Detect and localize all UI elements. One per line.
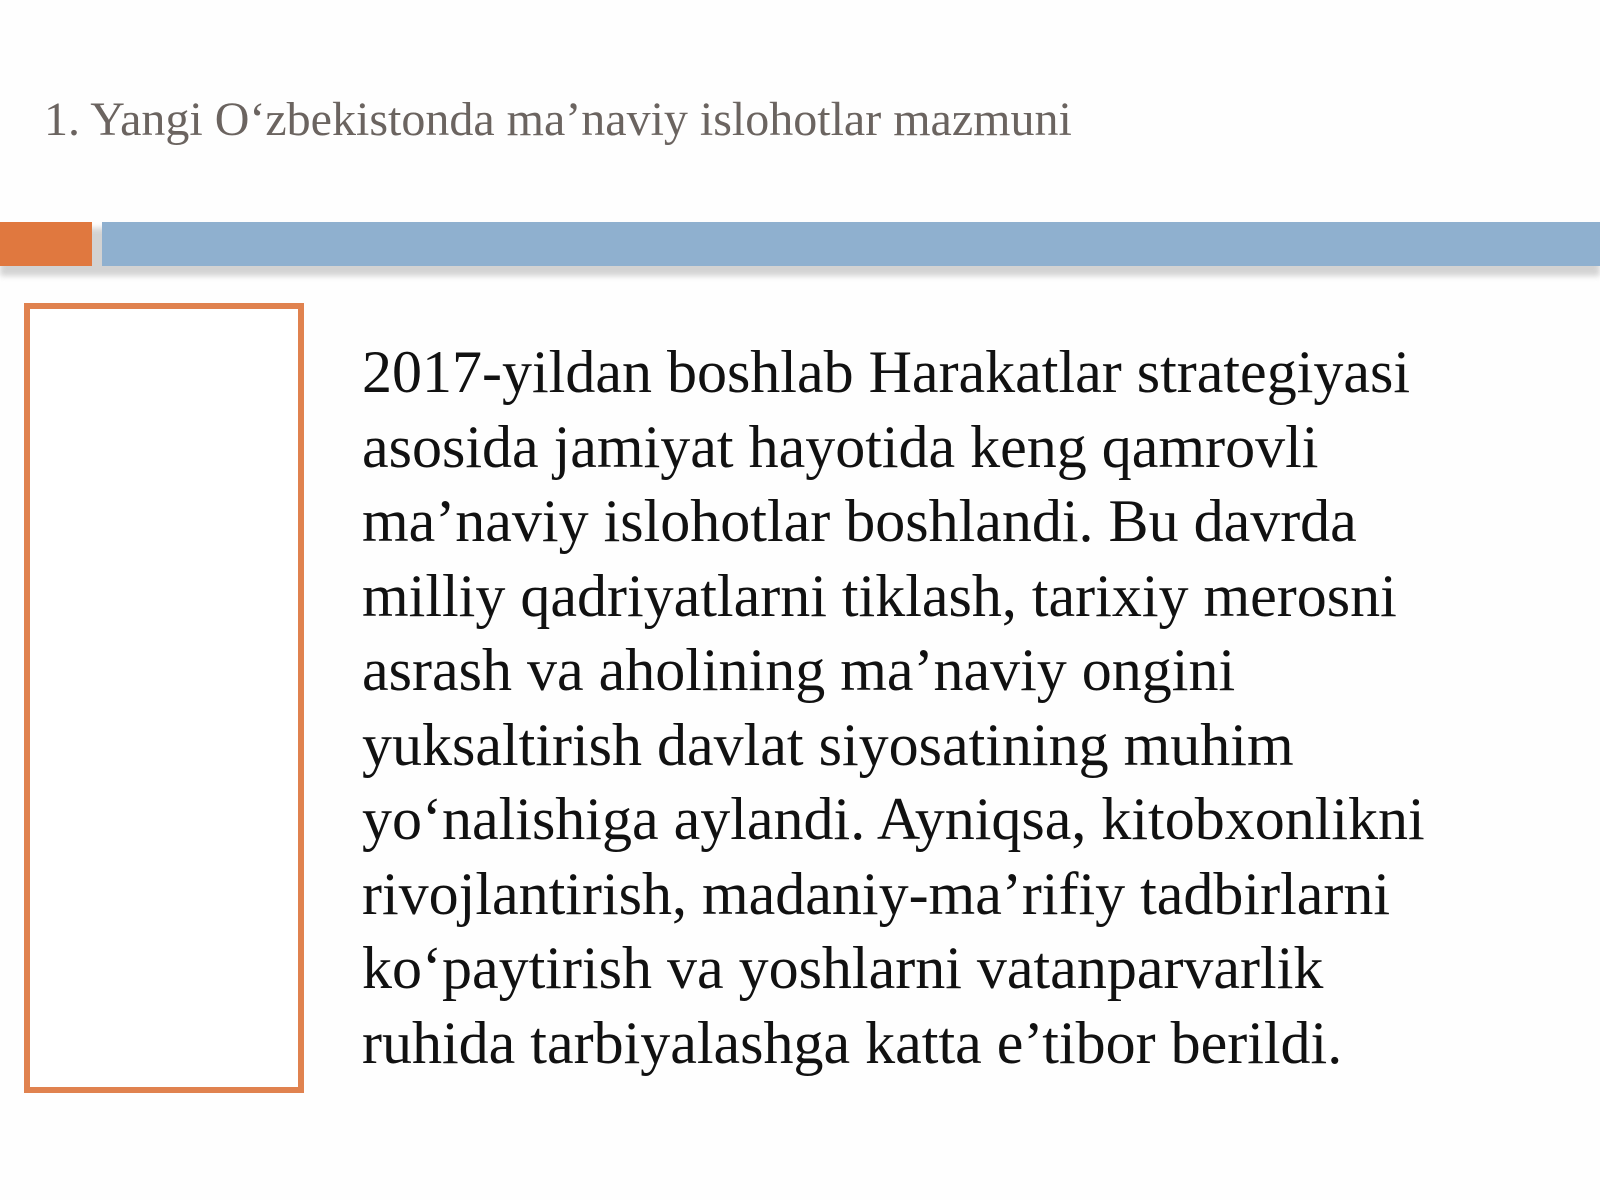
- body-line: ma’naviy islohotlar boshlandi. Bu davrda: [362, 488, 1357, 554]
- body-line: yuksaltirish davlat siyosatining muhim: [362, 711, 1294, 778]
- body-line: ruhida tarbiyalashga katta e’tibor berildi.: [362, 1009, 1343, 1076]
- body-line: yo‘nalishiga aylandi. Ayniqsa, kitobxonlikni: [362, 786, 1425, 852]
- body-line: 2017-yildan boshlab Harakatlar strategiyasi: [362, 339, 1411, 405]
- body-line: rivojlantirish, madaniy-ma’rifiy tadbirlarni: [362, 860, 1391, 927]
- body-line: ko‘paytirish va yoshlarni vatanparvarlik: [362, 935, 1324, 1001]
- slide-title: 1. Yangi O‘zbekistonda ma’naviy islohotlar mazmuni: [44, 93, 1072, 146]
- slide-body-text: [362, 335, 1562, 1080]
- body-line: milliy qadriyatlarni tiklash, tarixiy merosni: [362, 562, 1397, 629]
- body-line: asrash va aholining ma’naviy ongini: [362, 637, 1236, 703]
- header-accent-blue: [102, 222, 1600, 266]
- header-accent-orange: [0, 222, 92, 266]
- image-placeholder-frame: [24, 303, 304, 1093]
- body-line: asosida jamiyat hayotida keng qamrovli: [362, 413, 1319, 480]
